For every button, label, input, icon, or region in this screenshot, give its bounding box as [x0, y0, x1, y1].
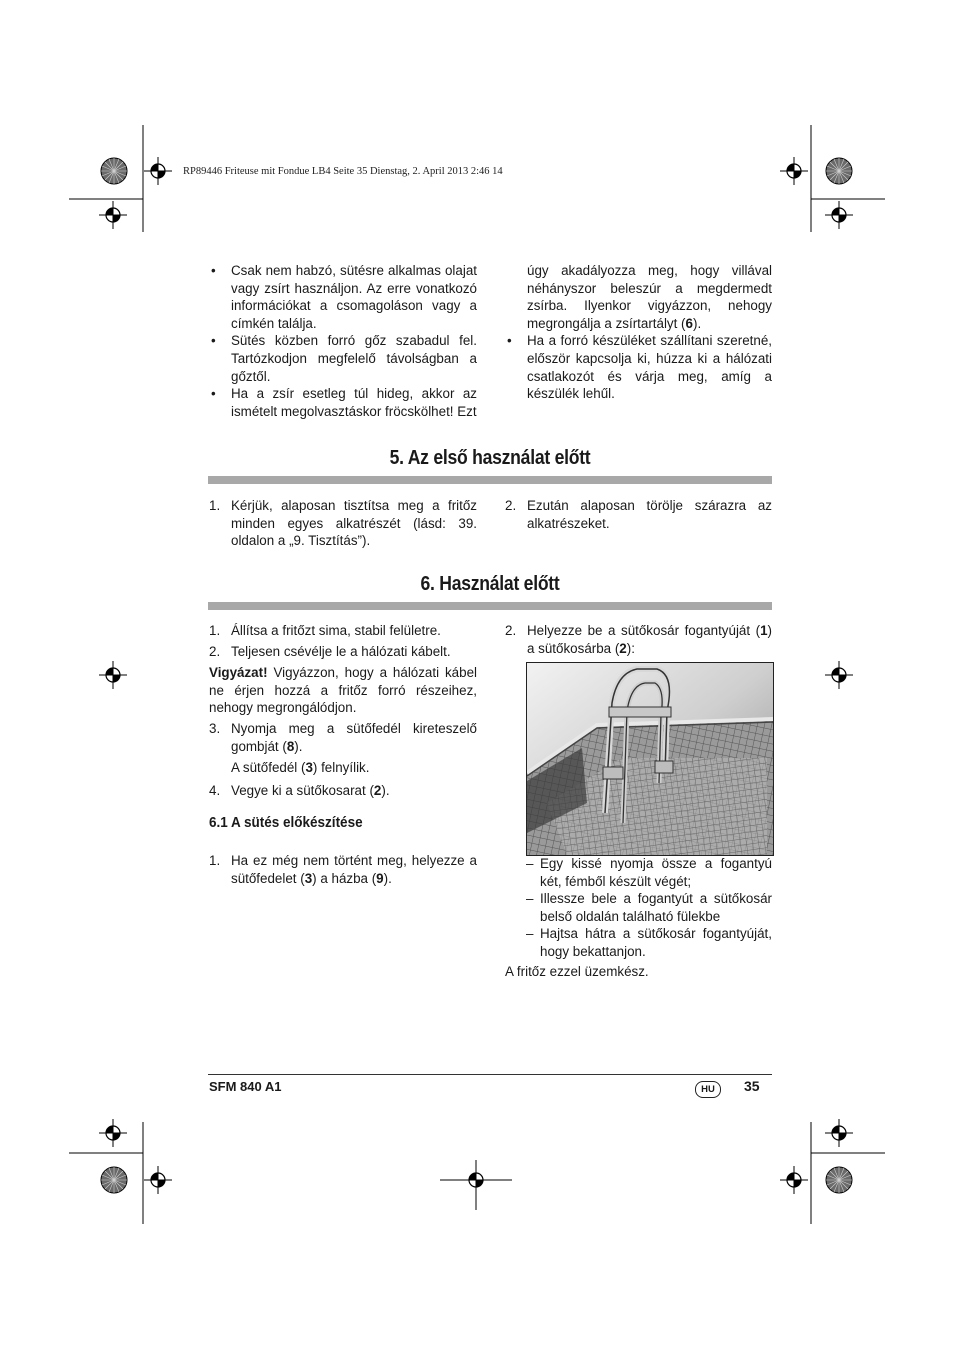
list-item: – Illessze bele a fogantyút a sütőkosár belső oldalán található fülekbe: [526, 891, 772, 924]
section-6-left: [209, 622, 477, 799]
language-badge: HU: [695, 1081, 721, 1098]
closing-text: A fritőz ezzel üzemkész.: [505, 964, 649, 979]
list-item: • Csak nem habzó, sütésre alkalmas olajat vagy zsírt használjon. Az erre vonatkozó információkat a csomagoláson vagy a címkén találja.: [211, 263, 477, 331]
step-result: A sütőfedél (3) felnyílik.: [231, 760, 370, 776]
bullet: •: [211, 263, 216, 278]
print-slug: RP89446 Friteuse mit Fondue LB4 Seite 35 Dienstag, 2. April 2013 2:46 14: [183, 166, 503, 177]
section-5-left: [209, 497, 477, 550]
list-item: • Sütés közben forró gőz szabadul fel. Tartózkodjon megfelelő távolságban a gőztől.: [211, 333, 477, 384]
intro-right-column: [505, 262, 772, 403]
intro-left-column: [209, 262, 477, 420]
numbered-item: 3. Nyomja meg a sütőfedél kireteszelő gombját (8).: [209, 720, 477, 754]
list-item: – Egy kissé nyomja össze a fogantyú két, fémből készült végét;: [526, 856, 772, 889]
list-item: • Ha a forró készüléket szállítani szeretné, először kapcsolja ki, húzza ki a hálózati csatlakozót és várja meg, amíg a készülék lehűl.: [507, 333, 772, 402]
section-6-right: [505, 622, 772, 657]
numbered-item: 1. Kérjük, alaposan tisztítsa meg a fritőz minden egyes alkatrészét (lásd: 39. oldalon a „9. Tisztítás”).: [209, 498, 477, 549]
bullet: •: [507, 333, 512, 349]
dash-list: [526, 855, 772, 961]
warning-paragraph: Vigyázat! Vigyázzon, hogy a hálózati kábel ne érjen hozzá a fritőz forró részeihez, nehogy megrongálódjon.: [209, 665, 477, 716]
numbered-item: 2. Helyezze be a sütőkosár fogantyúját (1) a sütőkosárba (2):: [505, 623, 772, 656]
list-item: • Ha a zsír esetleg túl hideg, akkor az ismételt megolvasztáskor fröcskölhet! Ezt: [211, 386, 477, 419]
section-divider: [208, 476, 772, 484]
page-number: 35: [744, 1078, 760, 1094]
bullet: •: [211, 386, 216, 402]
section-6-title: 6. Használat előtt: [420, 573, 560, 595]
section-5-title: 5. Az első használat előtt: [389, 447, 591, 469]
subsection-title: 6.1 A sütés előkészítése: [209, 814, 363, 831]
numbered-item: 2. Ezután alaposan törölje szárazra az alkatrészeket.: [505, 498, 772, 531]
subsection-content: [209, 852, 477, 887]
footer-rule: [208, 1074, 772, 1075]
continued-text: úgy akadályozza meg, hogy villával néhányszor beleszúr a megdermedt zsírba. Ilyenkor vigyázzon, nehogy megrongálja a zsírtartályt (6).: [527, 263, 772, 331]
basket-photo: [526, 662, 774, 856]
list-item: – Hajtsa hátra a sütőkosár fogantyúját, hogy bekattanjon.: [526, 926, 772, 959]
bullet: •: [211, 333, 216, 349]
frying-basket-illustration: [527, 663, 773, 855]
warning-label: Vigyázat!: [209, 665, 268, 681]
section-5-right: [505, 497, 772, 532]
numbered-item: 1. Ha ez még nem történt meg, helyezze a sütőfedelet (3) a házba (9).: [209, 853, 477, 886]
model-number: SFM 840 A1: [209, 1079, 282, 1094]
numbered-item: 1. Állítsa a fritőzt sima, stabil felületre.: [209, 623, 441, 638]
numbered-item: 4. Vegye ki a sütőkosarat (2).: [209, 782, 390, 798]
section-divider: [208, 602, 772, 610]
numbered-item: 2. Teljesen csévélje le a hálózati kábelt.: [209, 643, 451, 659]
